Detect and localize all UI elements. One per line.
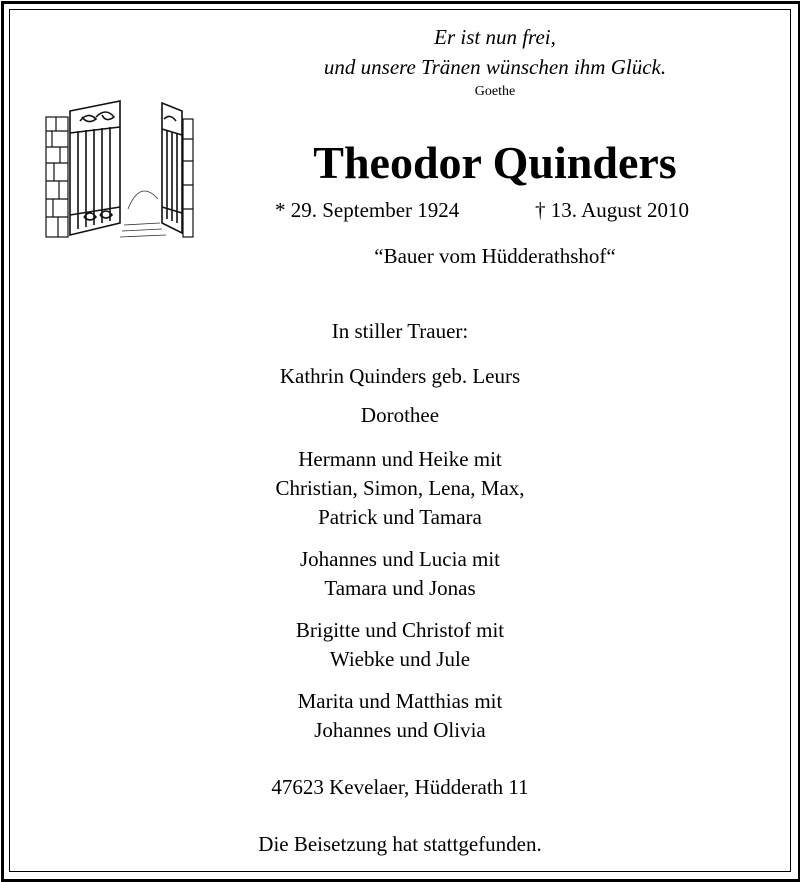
mourner-line: Dorothee xyxy=(360,403,440,427)
quote-author: Goethe xyxy=(474,84,516,99)
quote-line-1: Er ist nun frei, xyxy=(434,25,556,49)
mourner-line: Hermann und Heike mit xyxy=(298,447,502,471)
epithet: “Bauer vom Hüdderathshof“ xyxy=(374,244,616,268)
death-date: † 13. August 2010 xyxy=(535,198,690,222)
mourner-line: Tamara und Jonas xyxy=(324,576,476,600)
mourner-line: Johannes und Lucia mit xyxy=(299,547,501,571)
mourner-line: Brigitte und Christof mit xyxy=(295,618,505,642)
mourner-line: Christian, Simon, Lena, Max, xyxy=(275,476,525,500)
birth-date: * 29. September 1924 xyxy=(275,198,460,222)
deceased-name: Theodor Quinders xyxy=(313,137,677,188)
mourner-line: Wiebke und Jule xyxy=(329,647,471,671)
mourner-line: Marita und Matthias mit xyxy=(297,689,503,713)
mourner-line: Kathrin Quinders geb. Leurs xyxy=(279,364,521,388)
mourner-line: Patrick und Tamara xyxy=(318,505,482,529)
quote-line-2: und unsere Tränen wünschen ihm Glück. xyxy=(323,55,667,79)
mourner-line: Johannes und Olivia xyxy=(314,718,486,742)
mourners-heading: In stiller Trauer: xyxy=(331,319,469,343)
address: 47623 Kevelaer, Hüdderath 11 xyxy=(271,775,529,799)
funeral-note: Die Beisetzung hat stattgefunden. xyxy=(258,832,542,856)
